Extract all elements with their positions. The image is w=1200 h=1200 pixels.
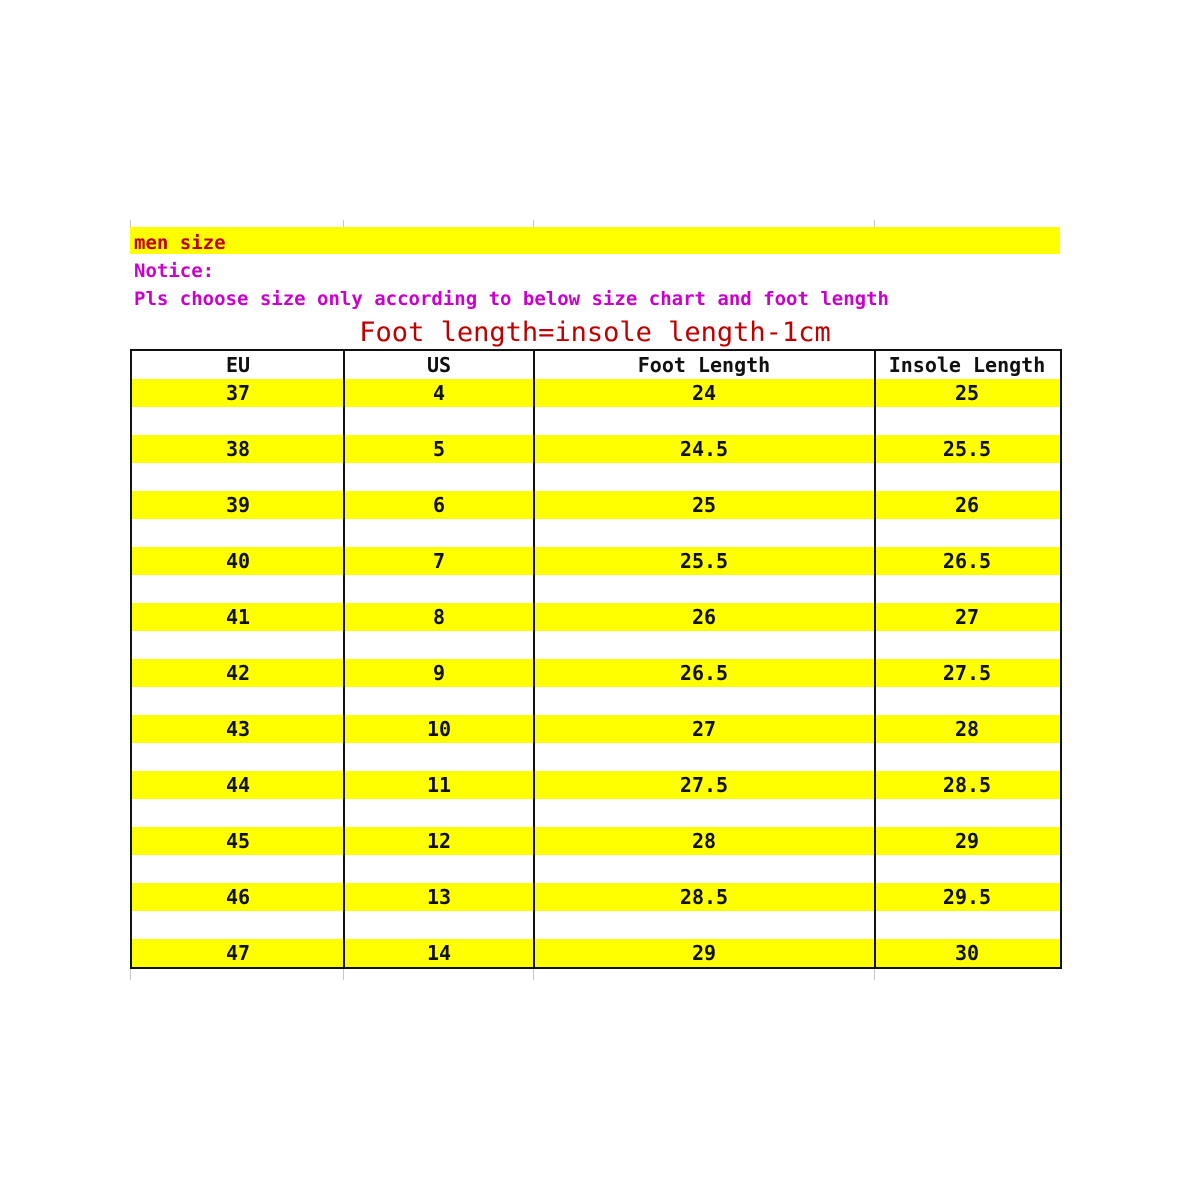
cell-foot-length: 27 xyxy=(691,717,717,741)
cell-insole-length: 25 xyxy=(954,381,980,405)
cell-eu: 37 xyxy=(225,381,251,405)
cell-eu: 41 xyxy=(225,605,251,629)
table-row xyxy=(132,827,1060,855)
table-row xyxy=(132,659,1060,687)
notice-text: Pls choose size only according to below size chart and foot length xyxy=(134,288,889,310)
column-divider xyxy=(343,351,345,967)
table-row xyxy=(132,883,1060,911)
cell-us: 11 xyxy=(426,773,452,797)
cell-foot-length: 27.5 xyxy=(679,773,729,797)
cell-eu: 38 xyxy=(225,437,251,461)
table-row xyxy=(132,715,1060,743)
table-row xyxy=(132,939,1060,967)
cell-eu: 47 xyxy=(225,941,251,965)
table-row xyxy=(132,603,1060,631)
cell-us: 7 xyxy=(432,549,446,573)
table-row xyxy=(132,379,1060,407)
size-chart-sheet xyxy=(130,0,1060,1200)
cell-foot-length: 26.5 xyxy=(679,661,729,685)
cell-us: 9 xyxy=(432,661,446,685)
column-header-us: US xyxy=(426,353,452,377)
cell-insole-length: 28.5 xyxy=(942,773,992,797)
table-row xyxy=(132,547,1060,575)
table-header-row xyxy=(132,351,1060,379)
cell-foot-length: 26 xyxy=(691,605,717,629)
cell-foot-length: 25 xyxy=(691,493,717,517)
foot-length-formula: Foot length=insole length-1cm xyxy=(359,317,831,348)
table-row xyxy=(132,435,1060,463)
cell-insole-length: 27.5 xyxy=(942,661,992,685)
cell-insole-length: 26.5 xyxy=(942,549,992,573)
cell-insole-length: 28 xyxy=(954,717,980,741)
cell-foot-length: 28 xyxy=(691,829,717,853)
cell-us: 4 xyxy=(432,381,446,405)
cell-insole-length: 26 xyxy=(954,493,980,517)
cell-eu: 46 xyxy=(225,885,251,909)
column-divider xyxy=(533,351,535,967)
cell-eu: 44 xyxy=(225,773,251,797)
table-row xyxy=(132,771,1060,799)
cell-us: 13 xyxy=(426,885,452,909)
cell-insole-length: 27 xyxy=(954,605,980,629)
cell-insole-length: 29 xyxy=(954,829,980,853)
size-table xyxy=(130,349,1062,969)
table-row xyxy=(132,491,1060,519)
cell-eu: 43 xyxy=(225,717,251,741)
cell-insole-length: 25.5 xyxy=(942,437,992,461)
notice-label: Notice: xyxy=(134,260,215,282)
column-header-foot-length: Foot Length xyxy=(637,353,771,377)
cell-insole-length: 30 xyxy=(954,941,980,965)
cell-foot-length: 25.5 xyxy=(679,549,729,573)
column-header-eu: EU xyxy=(225,353,251,377)
cell-foot-length: 24 xyxy=(691,381,717,405)
cell-us: 12 xyxy=(426,829,452,853)
cell-eu: 45 xyxy=(225,829,251,853)
cell-us: 6 xyxy=(432,493,446,517)
cell-foot-length: 29 xyxy=(691,941,717,965)
cell-us: 14 xyxy=(426,941,452,965)
size-chart-title: men size xyxy=(134,232,226,254)
cell-eu: 42 xyxy=(225,661,251,685)
cell-us: 10 xyxy=(426,717,452,741)
cell-eu: 39 xyxy=(225,493,251,517)
column-header-insole-length: Insole Length xyxy=(888,353,1046,377)
column-divider xyxy=(874,351,876,967)
cell-insole-length: 29.5 xyxy=(942,885,992,909)
cell-us: 5 xyxy=(432,437,446,461)
cell-us: 8 xyxy=(432,605,446,629)
cell-eu: 40 xyxy=(225,549,251,573)
title-band xyxy=(130,227,1060,254)
cell-foot-length: 24.5 xyxy=(679,437,729,461)
cell-foot-length: 28.5 xyxy=(679,885,729,909)
